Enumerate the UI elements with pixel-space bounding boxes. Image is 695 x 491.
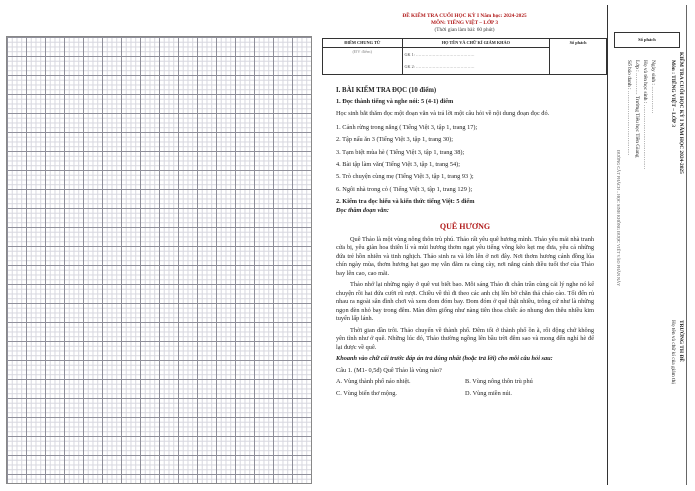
oral-intro: Học sinh bắt thăm đọc một đoạn văn và trả lời một câu hỏi về nội dung đoạn đọc đó. <box>336 109 550 117</box>
reading-section <box>336 86 594 398</box>
side-school: TRƯỜNG TH ĐỀ <box>678 320 684 362</box>
examiner-col-header: HỌ TÊN VÀ CHỮ KÍ GIÁM KHẢO <box>441 40 510 45</box>
examiner-1[interactable]: GK 1: …………………………………… <box>404 51 475 57</box>
passage-paragraph: Thảo nhớ lại những ngày ở quê vui biết bao. Mỗi sáng Thảo đi chân trần cùng cái lý nghe nó kể chuyện rồi hai đứa cười rũ rượi. Chiều về thì đi theo các anh chị lên bờ chăn thả cháo cào. Tối đến rủ nhau ra ngoài sân đình chơi và xem đom đóm bay. Đom đóm ở quê thật nhiều, trông cứ như là những ngọn đèn nhỏ bay trong đêm. Màn đêm giống như nàng tiên thoa chiếc áo nhung đen thêu nhiều kim tuyến lấp lánh. <box>336 281 594 323</box>
grid-paper <box>6 36 312 484</box>
read-label: Đọc thầm đoạn văn: <box>336 207 390 215</box>
section-heading: I. BÀI KIỂM TRA ĐỌC (10 điểm) <box>336 87 437 94</box>
list-item: 3. Tạm biệt mùa hè ( Tiếng Việt 3, tập 1, trang 38); <box>336 148 465 156</box>
passage-paragraph: Thời gian dần trôi. Thảo chuyển về thành phố. Đêm tối ở thành phố ồn ã, rối động chứ không yên tĩnh như ở quê. Những lúc đó, Thảo thường ngồng lên bầu trời đêm sao và mong đến nghỉ hè để lại được về quê. <box>336 326 594 351</box>
side-border <box>686 5 687 485</box>
oral-heading: 1. Đọc thành tiếng và nghe nói: 5 (4-1) điểm <box>336 98 454 106</box>
options-row <box>336 378 594 387</box>
side-subject: Môn : TIẾNG VIỆT – LỚP 3 <box>670 60 676 128</box>
exam-title: ĐỀ KIỂM TRA CUỐI HỌC KỲ I Năm học: 2024-2025 <box>402 13 527 19</box>
score-col-header: ĐIỂM CHUNG TỪ <box>344 40 381 45</box>
question-instruction: Khoanh vào chữ cái trước đáp án trả đúng nhất (hoặc trả lời) cho mỗi câu hỏi sau: <box>336 355 553 363</box>
option-c[interactable]: C. Vùng biển thơ mộng. <box>336 389 397 397</box>
list-item: 2. Tập nấu ăn 3 (Tiếng Việt 3, tập 1, trang 30); <box>336 136 454 144</box>
phach-col-header: Số phách <box>569 40 587 45</box>
question-1: Câu 1. (M1- 0,5đ) Quê Thảo là vùng nào? <box>336 366 442 374</box>
exam-time: (Thời gian làm bài: 60 phút) <box>434 27 495 33</box>
side-class[interactable]: Lớp : ………… Trường Tiểu học Tiền Giang <box>634 60 640 158</box>
list-item: 4. Bài tập làm văn( Tiếng Việt 3, tập 1, trang 54); <box>336 160 461 168</box>
cut-line <box>607 5 608 485</box>
list-item: 6. Ngôi nhà trong cỏ ( Tiếng Việt 3, tập 1, trang 129 ); <box>336 185 473 193</box>
comprehension-heading: 2. Kiểm tra đọc hiểu và kiến thức tiếng Việt: 5 điểm <box>336 197 475 205</box>
side-proctor: Họ tên và chữ kí của giám thị <box>670 320 676 384</box>
passage-paragraph: Quê Thảo là một vùng nông thôn trù phú. Thảo rất yêu quê hương mình. Thảo yêu mái nhà tranh cửa bị, yêu giàn hoa thiên lí và mùi hương thơm ngạt yêu tiếng võng kẽo kẹt mẹ đưa, yêu cả những đứa trẻ hồn nhiên và tinh nghịch. Thảo sinh ra và lớn lên ở nơi đây. Nơi thơm hương cánh đồng lúa chín ngày mùa, thơm hương hạt gạo mẹ vẫn đãm ra cùng cày, nơi nắng cánh diều tuổi thơ của Thảo bay lên cao, cao mãi. <box>336 235 594 277</box>
list-item: 5. Trò chuyện cùng mẹ (Tiếng Việt 3, tập 1, trang 93 ); <box>336 173 474 181</box>
side-student-name[interactable]: Họ và tên học sinh : ……………………………… <box>642 60 648 170</box>
options-row <box>336 390 594 399</box>
score-sub: (ĐV điểm) <box>352 48 373 54</box>
exam-page <box>322 0 607 491</box>
passage-title: QUÊ HƯƠNG <box>439 221 491 231</box>
phach-box: Số phách <box>614 32 680 48</box>
reading-list <box>336 122 594 196</box>
side-candidate-number[interactable]: Số báo danh : ……………………………… <box>626 60 632 156</box>
option-a[interactable]: A. Vùng thành phố náo nhiệt. <box>336 378 411 386</box>
option-d[interactable]: D. Vùng miền núi. <box>465 389 512 397</box>
option-b[interactable]: B. Vùng nông thôn trù phú <box>465 378 533 386</box>
side-exam-title: KIỂM TRA CUỐI HỌC KỲ I NĂM HỌC 2024-2025 <box>678 52 684 174</box>
list-item: 1. Cảnh rừng trong nắng ( Tiếng Việt 3, tập 1, trang 17); <box>336 124 478 132</box>
examiner-2[interactable]: GK 2: …………………………………… <box>404 63 475 69</box>
side-dob[interactable]: Ngày sinh : …………… <box>650 60 656 114</box>
score-table <box>322 38 607 75</box>
side-fold-note: ĐƯỜNG CẮT PHÁCH – HỌC SINH KHÔNG ĐƯỢC VIẾT VÀO PHẦN NÀY <box>616 150 621 287</box>
exam-subject: MÔN: TIẾNG VIỆT – LỚP 3 <box>431 20 498 26</box>
